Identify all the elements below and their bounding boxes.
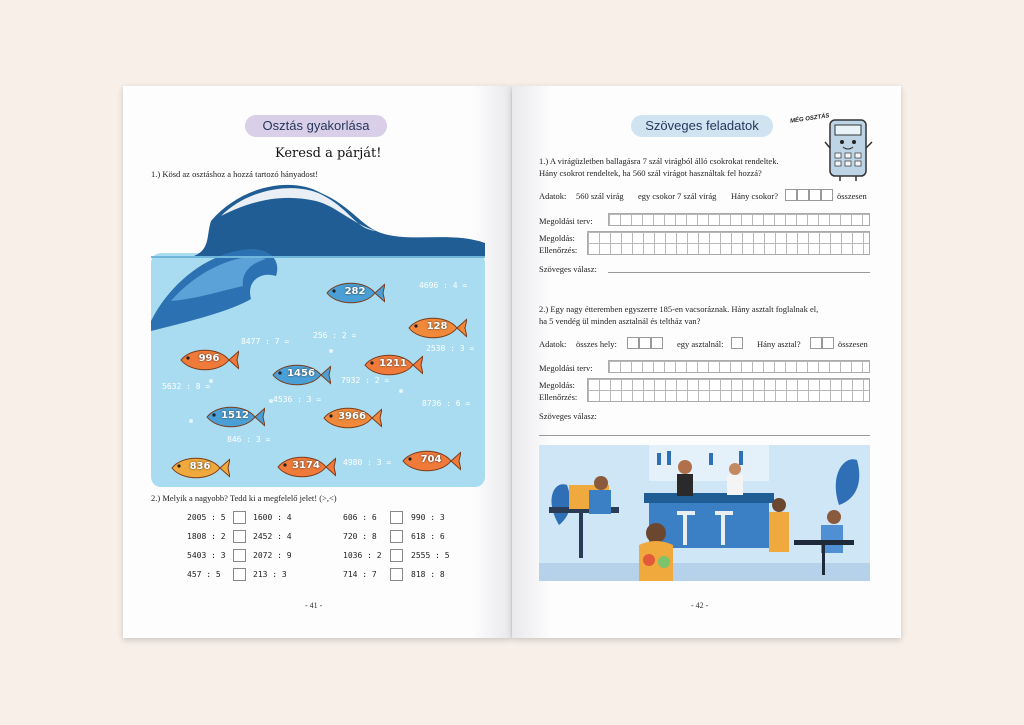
p2-cell[interactable] [822,337,834,349]
compare-expression: 213 : 3 [253,570,287,579]
compare-expression: 1036 : 2 [343,551,382,560]
p2-solution-label: Megoldás: [539,380,575,390]
division-expression[interactable]: 5632 : 8 = [162,382,211,391]
fish-number: 996 [198,353,220,364]
p2-answer-label: Szöveges válasz: [539,411,597,421]
p1-data-c: Hány csokor? [731,191,778,201]
p2-data-a: összes hely: [576,339,617,349]
fish-number: 704 [420,454,442,465]
fish-number: 1456 [287,368,315,379]
compare-expression: 990 : 3 [411,513,445,522]
fish-card[interactable] [203,404,265,430]
compare-expression: 1808 : 2 [187,532,226,541]
p1-solution-grid[interactable] [587,231,870,255]
left-page-number: - 41 - [305,601,323,610]
compare-expression: 720 : 8 [343,532,377,541]
p2-answer-line[interactable] [539,435,870,436]
p2-cell[interactable] [810,337,822,349]
fish-card[interactable] [361,352,423,378]
compare-answer-box[interactable] [390,568,403,581]
compare-expression: 714 : 7 [343,570,377,579]
compare-expression: 606 : 6 [343,513,377,522]
p2-total: összesen [838,339,868,349]
p1-total: összesen [837,191,867,201]
division-expression[interactable]: 8477 : 7 = [241,337,290,346]
compare-expression: 2005 : 5 [187,513,226,522]
compare-expression: 818 : 8 [411,570,445,579]
compare-answer-box[interactable] [390,511,403,524]
restaurant-illustration [539,445,870,581]
p2-data-c: Hány asztal? [757,339,801,349]
compare-answer-box[interactable] [233,568,246,581]
compare-answer-box[interactable] [233,511,246,524]
left-page [123,86,511,638]
fish-card[interactable] [168,455,230,481]
p1-check-label: Ellenőrzés: [539,245,578,255]
compare-answer-box[interactable] [390,530,403,543]
p1-answer-label: Szöveges válasz: [539,264,597,274]
right-page-number: - 42 - [691,601,709,610]
problem1-line1: 1.) A virágüzletben ballagásra 7 szál virágból álló csokrokat rendeltek. [539,156,779,166]
division-expression[interactable]: 4536 : 3 = [273,395,322,404]
fish-card[interactable] [399,448,461,474]
p2-plan-grid[interactable] [608,360,870,373]
problem2-line1: 2.) Egy nagy étteremben egyszerre 185-en vacsoráznak. Hány asztalt foglalnak el, [539,304,819,314]
p1-solution-label: Megoldás: [539,233,575,243]
fish-card[interactable] [405,315,467,341]
p2-cell[interactable] [731,337,743,349]
p1-data-b: egy csokor 7 szál virág [638,191,717,201]
p1-plan-label: Megoldási terv: [539,216,593,226]
fish-number: 282 [344,286,366,297]
fish-number: 128 [426,321,448,332]
p1-answer-cell[interactable] [821,189,833,201]
problem1-line2: Hány csokrot rendeltek, ha 560 szál virágot használtak fel hozzá? [539,168,762,178]
p1-data-a: 560 szál virág [576,191,624,201]
division-expression[interactable]: 7932 : 2 = [341,376,390,385]
p2-solution-grid[interactable] [587,378,870,402]
division-expression[interactable]: 8736 : 6 = [422,399,471,408]
p1-data-label: Adatok: [539,191,567,201]
compare-answer-box[interactable] [233,549,246,562]
compare-expression: 618 : 6 [411,532,445,541]
big-wave [191,185,485,257]
right-title-pill: Szöveges feladatok [631,115,773,137]
p1-plan-grid[interactable] [608,213,870,226]
fish-number: 3966 [338,411,366,422]
left-title-pill: Osztás gyakorlása [245,115,387,137]
division-expression[interactable]: 4980 : 3 = [343,458,392,467]
p2-check-label: Ellenőrzés: [539,392,578,402]
compare-expression: 5403 : 3 [187,551,226,560]
p1-answer-line[interactable] [608,272,870,273]
right-page [512,86,901,638]
mascot-badge: MÉG OSZTÁS [789,113,830,125]
task1-text: 1.) Kösd az osztáshoz a hozzá tartozó hányadost! [151,169,319,179]
problem2-line2: ha 5 vendég ül minden asztalnál és teltház van? [539,316,701,326]
fish-card[interactable] [320,405,382,431]
p1-answer-cell[interactable] [797,189,809,201]
fish-number: 1512 [221,410,249,421]
calculator-icon [824,118,874,182]
fish-number: 836 [189,461,211,472]
p1-answer-cell[interactable] [809,189,821,201]
fish-number: 3174 [292,460,320,471]
compare-expression: 1600 : 4 [253,513,292,522]
division-expression[interactable]: 4696 : 4 = [419,281,468,290]
compare-expression: 2555 : 5 [411,551,450,560]
book-spread [123,86,901,638]
fish-number: 1211 [379,358,407,369]
p2-cell[interactable] [639,337,651,349]
p2-cell[interactable] [651,337,663,349]
division-expression[interactable]: 256 : 2 = [313,331,357,340]
p2-data-b: egy asztalnál: [677,339,724,349]
p2-cell[interactable] [627,337,639,349]
fish-card[interactable] [274,454,336,480]
p2-data-label: Adatok: [539,339,567,349]
compare-answer-box[interactable] [233,530,246,543]
p2-plan-label: Megoldási terv: [539,363,593,373]
compare-answer-box[interactable] [390,549,403,562]
fish-card[interactable] [323,280,385,306]
division-expression[interactable]: 2538 : 3 = [426,344,475,353]
left-subtitle: Keresd a párját! [275,146,382,161]
division-expression[interactable]: 846 : 3 = [227,435,271,444]
compare-expression: 2072 : 9 [253,551,292,560]
compare-expression: 457 : 5 [187,570,221,579]
p1-answer-cell[interactable] [785,189,797,201]
task2-text: 2.) Melyik a nagyobb? Tedd ki a megfelelő jelet! (>,<) [151,493,337,503]
fish-card[interactable] [269,362,331,388]
fish-card[interactable] [177,347,239,373]
compare-expression: 2452 : 4 [253,532,292,541]
